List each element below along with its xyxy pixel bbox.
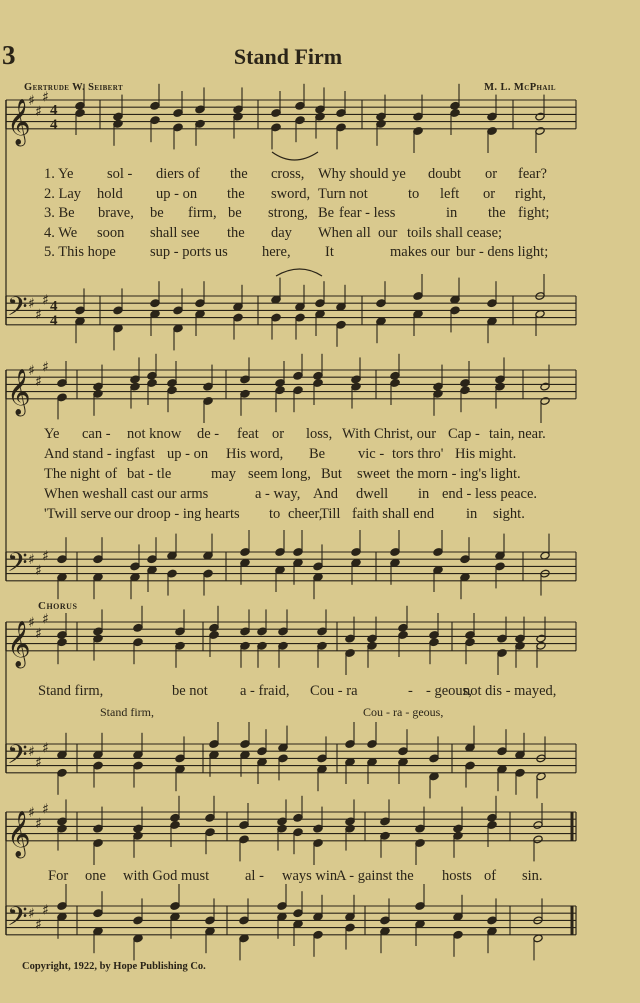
verse-3-line-a: [0, 205, 640, 225]
author-credit: Gertrude W. Seibert: [24, 82, 124, 93]
verse-1-line-b: [0, 426, 640, 446]
lyric-syllable: or: [483, 185, 496, 202]
sharp-icon: ♯: [28, 363, 35, 379]
lyric-syllable: the morn - ing's light.: [396, 466, 521, 482]
lyric-syllable: de -: [197, 426, 220, 442]
lyric-syllable: of: [484, 868, 497, 884]
lyric-syllable: shall cast our arms: [100, 486, 209, 502]
slur: [276, 269, 322, 276]
lyric-syllable: And: [313, 486, 338, 502]
lyric-syllable: not know: [127, 426, 182, 442]
lyric-syllable: a - fraid,: [240, 683, 290, 699]
lyric-syllable: 1. Ye: [44, 166, 74, 182]
lyric-syllable: tain, near.: [489, 426, 546, 442]
lyric-syllable: sweet: [357, 466, 391, 482]
bass-lyric: Cou - ra - geous,: [363, 705, 444, 719]
lyric-syllable: day: [271, 224, 292, 241]
lyric-syllable: dwell: [356, 486, 389, 502]
lyric-syllable: doubt: [428, 166, 462, 182]
verse-2-line-b: [0, 446, 640, 466]
sharp-icon: ♯: [28, 906, 35, 923]
time-signature-bottom: 4: [50, 312, 58, 329]
lyric-syllable: end - less peace.: [442, 486, 538, 502]
lyric-syllable: With Christ, our: [342, 426, 437, 442]
treble-clef-icon: 𝄞: [7, 98, 31, 145]
lyric-syllable: the: [230, 166, 248, 182]
lyric-syllable: 'Twill serve: [44, 506, 112, 522]
sharp-icon: ♯: [28, 615, 35, 631]
bass-clef-icon: 𝄢: [7, 900, 28, 939]
lyric-syllable: fight;: [518, 205, 550, 221]
sharp-icon: ♯: [28, 296, 35, 313]
lyric-syllable: His word,: [226, 446, 284, 462]
lyric-syllable: one: [85, 868, 106, 884]
lyric-syllable: hold: [97, 185, 123, 202]
lyric-syllable: may: [211, 466, 236, 482]
lyric-syllable: The night: [44, 466, 100, 482]
sharp-icon: ♯: [35, 307, 42, 323]
lyric-syllable: Be: [309, 446, 326, 462]
lyric-syllable: strong,: [268, 205, 308, 221]
sharp-icon: ♯: [42, 548, 49, 565]
lyric-syllable: soon: [97, 224, 125, 241]
lyric-syllable: Why should ye: [318, 166, 406, 182]
lyric-syllable: in: [446, 205, 458, 221]
sharp-icon: ♯: [35, 563, 42, 579]
lyric-syllable: But: [321, 466, 342, 482]
lyric-syllable: in: [466, 506, 478, 522]
sharp-icon: ♯: [35, 625, 42, 642]
lyric-syllable: up - on: [167, 446, 209, 462]
lyric-syllable: vic -: [358, 446, 385, 462]
lyric-syllable: sol -: [107, 166, 133, 182]
chorus-line-1-text: [0, 683, 640, 703]
sharp-icon: ♯: [35, 103, 42, 120]
lyric-syllable: sin.: [522, 868, 543, 884]
lyric-syllable: our: [378, 224, 398, 241]
verse-4-line-b: [0, 486, 640, 506]
lyric-syllable: firm,: [188, 205, 217, 221]
lyric-syllable: toils shall cease;: [407, 224, 503, 241]
lyric-syllable: Cap -: [448, 426, 480, 442]
bass-lyric: Stand firm,: [100, 705, 154, 719]
lyric-syllable: And stand - ing: [44, 446, 134, 462]
bass-clef-icon: 𝄢: [7, 738, 28, 777]
sharp-icon: ♯: [42, 801, 49, 818]
lyric-syllable: hosts: [442, 868, 472, 884]
lyric-syllable: It: [325, 244, 334, 260]
lyric-syllable: sword,: [271, 185, 311, 202]
lyric-syllable: or: [485, 166, 498, 182]
lyric-syllable: Ye: [44, 426, 60, 442]
lyric-syllable: When we: [44, 486, 100, 502]
lyric-syllable: faith shall end: [352, 506, 435, 522]
lyric-syllable: right,: [515, 185, 547, 202]
sharp-icon: ♯: [28, 805, 35, 821]
lyric-syllable: bat - tle: [127, 466, 172, 482]
lyric-syllable: Stand firm,: [38, 683, 104, 699]
hymn-title: Stand Firm: [233, 44, 343, 69]
sharp-icon: ♯: [42, 89, 49, 106]
lyric-syllable: makes our: [390, 244, 450, 260]
lyric-syllable: to: [269, 506, 281, 522]
sharp-icon: ♯: [28, 744, 35, 761]
lyric-syllable: seem long,: [248, 466, 311, 482]
lyric-syllable: Be: [318, 205, 335, 221]
lyric-syllable: the: [227, 185, 245, 202]
lyric-syllable: here,: [262, 244, 291, 260]
lyric-syllable: For: [48, 868, 69, 884]
time-signature-top: 4: [50, 298, 58, 315]
sharp-icon: ♯: [35, 815, 42, 832]
treble-clef-icon: 𝄞: [7, 810, 31, 857]
lyric-syllable: diers of: [156, 166, 200, 182]
bass-clef-icon: 𝄢: [7, 290, 28, 329]
lyric-syllable: 3. Be: [44, 205, 75, 221]
hymn-number: 3: [2, 40, 16, 70]
sharp-icon: ♯: [35, 917, 42, 933]
sharp-icon: ♯: [35, 755, 42, 771]
verse-4-line-a: [0, 225, 640, 245]
lyric-syllable: 2. Lay: [44, 185, 82, 202]
sharp-icon: ♯: [28, 93, 35, 109]
lyric-syllable: Till: [320, 506, 341, 522]
lyric-syllable: a - way,: [255, 486, 301, 502]
lyric-syllable: the: [227, 224, 245, 241]
treble-clef-icon: 𝄞: [7, 368, 31, 415]
sharp-icon: ♯: [42, 292, 49, 309]
lyric-syllable: the: [488, 205, 506, 221]
treble-clef-icon: 𝄞: [7, 620, 31, 667]
lyric-syllable: bur - dens light;: [456, 244, 549, 260]
sharp-icon: ♯: [28, 552, 35, 569]
time-signature-top: 4: [50, 102, 58, 119]
verse-5-line-a: [0, 244, 640, 264]
slur: [272, 152, 318, 160]
lyric-syllable: cheer,: [288, 506, 323, 522]
lyric-syllable: 5. This hope: [44, 244, 116, 260]
lyric-syllable: His might.: [455, 446, 517, 462]
lyric-syllable: ways win: [282, 868, 338, 884]
bass-clef-icon: 𝄢: [7, 546, 28, 585]
lyric-syllable: - geous,: [426, 683, 472, 699]
lyric-syllable: not dis - mayed,: [463, 683, 557, 699]
lyric-syllable: be not: [172, 683, 208, 699]
lyric-syllable: Turn not: [318, 185, 368, 202]
lyric-syllable: be: [150, 205, 164, 221]
lyric-syllable: fast: [134, 446, 155, 462]
lyric-syllable: Cou - ra: [310, 683, 358, 699]
lyric-syllable: left: [440, 185, 460, 202]
sharp-icon: ♯: [35, 373, 42, 390]
time-signature-bottom: 4: [50, 116, 58, 133]
lyric-syllable: up - on: [156, 185, 198, 202]
sharp-icon: ♯: [42, 902, 49, 919]
lyric-syllable: tors thro': [392, 446, 444, 462]
sharp-icon: ♯: [42, 359, 49, 376]
lyric-syllable: shall see: [150, 224, 200, 241]
lyric-syllable: of: [105, 466, 118, 482]
lyric-syllable: feat: [237, 426, 259, 442]
lyric-syllable: can -: [82, 426, 111, 442]
chorus-label: Chorus: [38, 600, 78, 612]
lyric-syllable: loss,: [306, 426, 333, 442]
lyric-syllable: sight.: [493, 506, 525, 522]
lyric-syllable: al -: [245, 868, 264, 884]
lyric-syllable: cross,: [271, 166, 305, 182]
lyric-syllable: be: [228, 205, 242, 221]
lyric-syllable: fear?: [518, 166, 547, 182]
lyric-syllable: sup - ports us: [150, 244, 228, 260]
chorus-line-2-text: [0, 868, 640, 888]
lyric-syllable: fear - less: [339, 205, 396, 221]
copyright-notice: Copyright, 1922, by Hope Publishing Co.: [22, 961, 206, 972]
sharp-icon: ♯: [42, 611, 49, 628]
lyric-syllable: brave,: [98, 205, 134, 221]
lyric-syllable: in: [418, 486, 430, 502]
verse-2-line-a: [0, 186, 640, 206]
sharp-icon: ♯: [42, 740, 49, 757]
lyric-syllable: -: [408, 683, 413, 699]
verse-1-line-a: [0, 166, 640, 186]
lyric-syllable: 4. We: [44, 224, 78, 241]
lyric-syllable: or: [272, 426, 285, 442]
verse-5-line-b: [0, 506, 640, 526]
lyric-syllable: with God must: [123, 868, 210, 884]
lyric-syllable: When all: [318, 224, 371, 241]
composer-credit: M. L. McPhail: [484, 82, 556, 93]
lyric-syllable: A - gainst the: [336, 868, 414, 884]
lyric-syllable: to: [408, 185, 420, 202]
lyric-syllable: our droop - ing hearts: [114, 506, 240, 522]
verse-3-line-b: [0, 466, 640, 486]
